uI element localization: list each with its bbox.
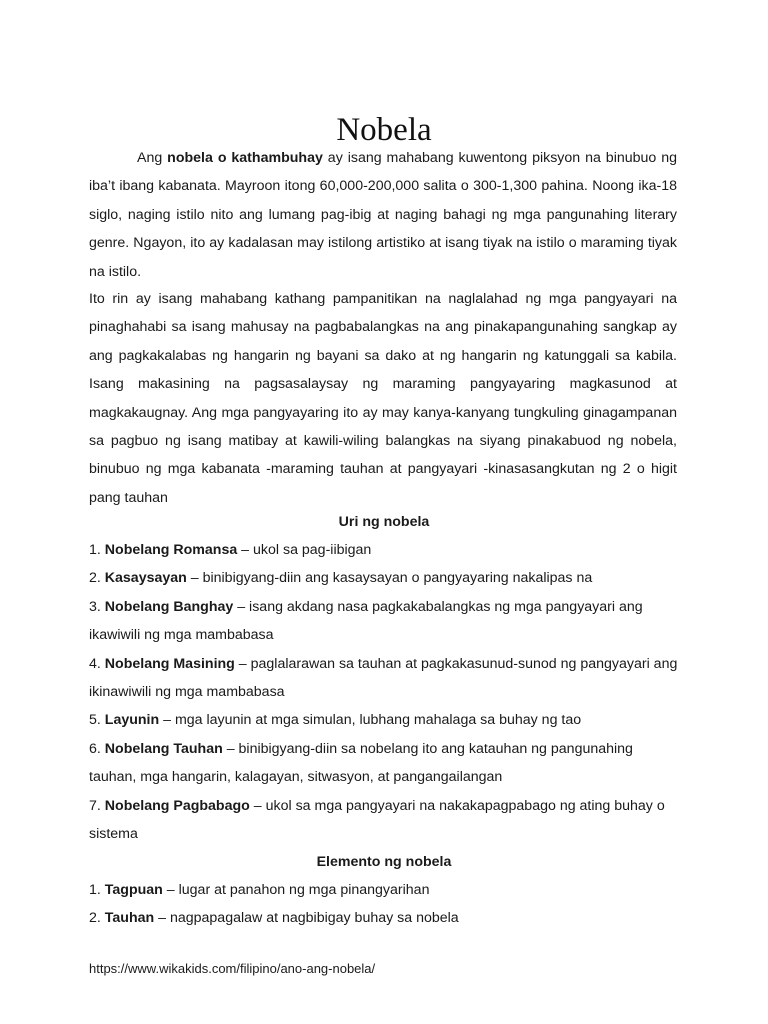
list-item — [89, 650, 681, 707]
item-term: Nobelang Pagbabago — [104, 797, 250, 814]
intro-text-after: ay isang mahabang kuwentong piksyon na binubuo ng iba’t ibang kabanata. Mayroon itong 60,000-200,000 salita o 300-1,300 pahina. Noong ika-18 siglo, naging istilo nito ang lumang pag-ibig at naging bahagi ng mga pangunahing literary genre. Ngayon, ito ay kadalasan may istilong artistiko at isang tiyak na istilo o maraming tiyak na istilo. — [89, 150, 677, 280]
list-item — [89, 792, 681, 849]
item-number: 6. — [89, 740, 105, 757]
item-number: 5. — [89, 712, 105, 729]
item-description: – isang akdang nasa pagkakabalangkas ng mga pangyayari ang ikawiwili ng mga mambabasa — [89, 598, 643, 644]
item-description: – binibigyang-diin ang kasaysayan o pangyayaring nakalipas na — [186, 570, 593, 587]
item-number: 3. — [89, 598, 105, 615]
types-list — [89, 536, 681, 848]
intro-text-before: Ang — [137, 150, 168, 166]
item-number: 7. — [89, 797, 105, 814]
item-term: Nobelang Banghay — [104, 598, 234, 615]
item-term: Nobelang Romansa — [104, 542, 238, 558]
list-item — [89, 735, 681, 792]
item-number: 2. — [89, 910, 105, 927]
source-link[interactable]: https://www.wikakids.com/filipino/ano-ang-nobela/ — [89, 961, 376, 976]
elements-list — [89, 876, 681, 933]
list-item — [89, 536, 681, 564]
item-term: Layunin — [104, 712, 160, 729]
list-item — [89, 564, 681, 592]
item-number: 4. — [89, 655, 105, 672]
item-description: – binibigyang-diin sa nobelang ito ang katauhan ng pangunahing tauhan, mga hangarin, kalagayan, sitwasyon, at pangangailangan — [89, 740, 633, 786]
item-term: Tauhan — [104, 910, 155, 927]
item-number: 2. — [89, 570, 105, 587]
second-paragraph: Ito rin ay isang mahabang kathang pampanitikan na naglalahad ng mga pangyayari na pinaghahabi sa isang mahusay na pagbabalangkas na ang pinakapangunahing sangkap ay ang pagkakalabas ng hangarin ng bayani sa dako at ng hangarin ng katunggali sa kabila. Isang makasining na pagsasalaysay ng maraming pangyayaring magkasunod at magkakaugnay. Ang mga pangyayaring ito ay may kanya-kanyang tungkuling ginagampanan sa pagbuo ng isang matibay at kawili-wiling balangkas na siyang pinakabuod ng nobela, binubuo ng mga kabanata -maraming tauhan at pangyayari -kinasasangkutan ng 2 o higit pang tauhan — [89, 291, 677, 506]
list-item — [89, 904, 681, 932]
item-term: Nobelang Masining — [104, 655, 235, 672]
list-item — [89, 876, 681, 904]
list-item — [89, 706, 681, 734]
item-description: – nagpapagalaw at nagbibigay buhay sa nobela — [154, 910, 459, 927]
page-title: Nobela — [336, 112, 432, 149]
item-number: 1. — [89, 542, 105, 558]
item-description: – paglalarawan sa tauhan at pagkakasunud-sunod ng pangyayari ang ikinawiwili ng mga mambabasa — [89, 655, 678, 701]
intro-paragraph — [89, 144, 677, 286]
item-number: 1. — [89, 882, 105, 898]
item-term: Tagpuan — [104, 882, 163, 898]
item-term: Nobelang Tauhan — [104, 740, 223, 757]
types-heading: Uri ng nobela — [338, 514, 430, 530]
item-description: – ukol sa mga pangyayari na nakakapagpabago ng ating buhay o sistema — [89, 797, 665, 843]
list-item — [89, 593, 681, 650]
item-description: – lugar at panahon ng mga pinangyarihan — [162, 882, 430, 898]
item-description: – mga layunin at mga simulan, lubhang mahalaga sa buhay ng tao — [159, 712, 582, 729]
intro-bold-term: nobela o kathambuhay — [167, 150, 323, 166]
item-term: Kasaysayan — [104, 570, 187, 587]
item-description: – ukol sa pag-iibigan — [237, 542, 372, 558]
elements-heading: Elemento ng nobela — [316, 854, 452, 870]
